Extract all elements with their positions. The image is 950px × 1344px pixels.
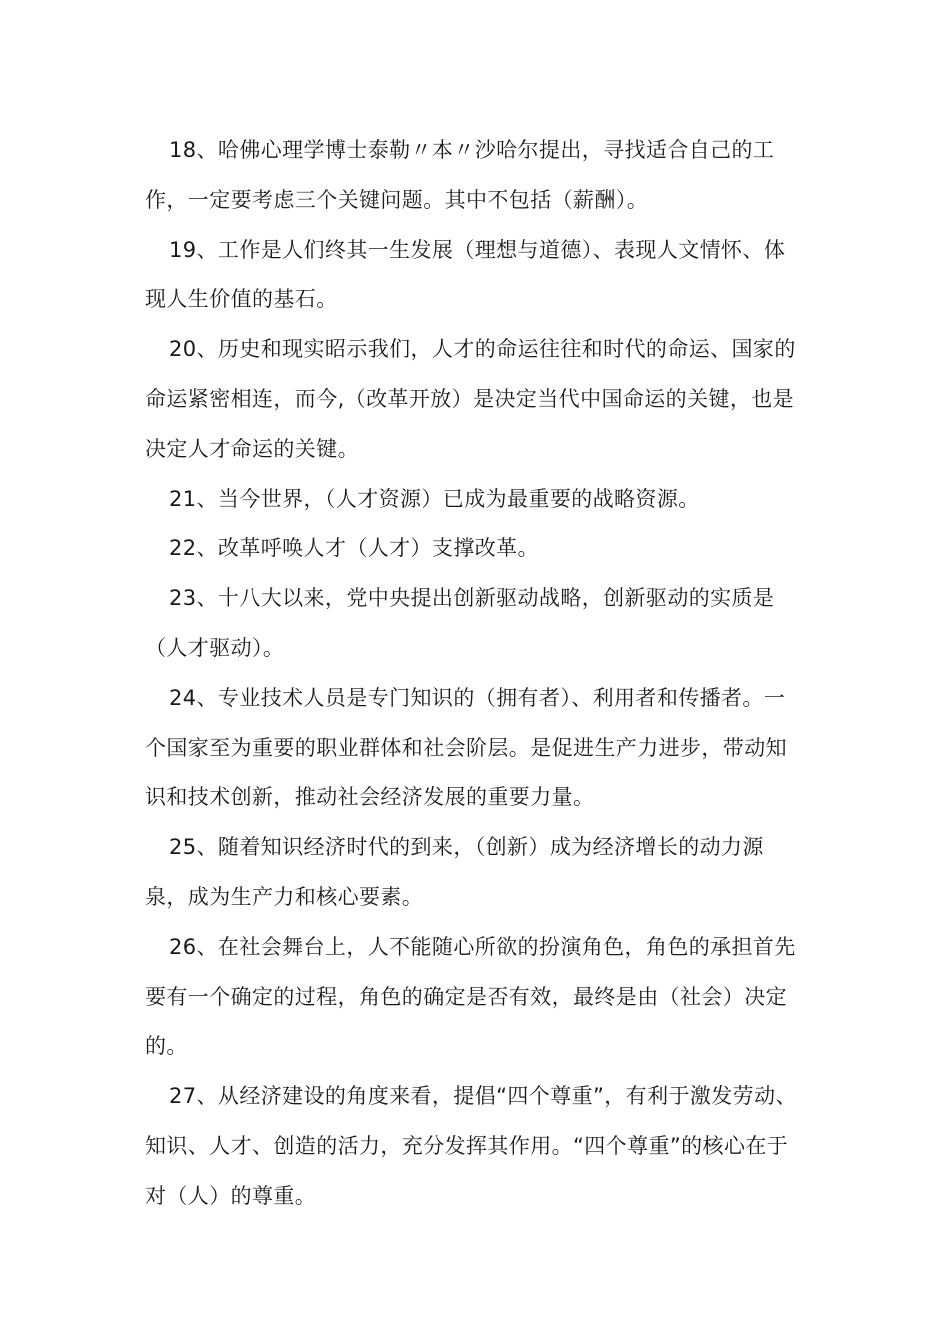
paragraph-26: 26、在社会舞台上，人不能随心所欲的扮演角色，角色的承担首先要有一个确定的过程，角色的确定是否有效，最终是由（社会）决定的。 — [145, 934, 796, 1059]
paragraph-23: 23、十八大以来，党中央提出创新驱动战略，创新驱动的实质是（人才驱动）。 — [145, 586, 775, 660]
paragraph-18: 18、哈佛心理学博士泰勒〃本〃沙哈尔提出，寻找适合自己的工作，一定要考虑三个关键问题。其中不包括（薪酬）。 — [145, 138, 775, 212]
paragraph-19: 19、工作是人们终其一生发展（理想与道德）、表现人文情怀、体现人生价值的基石。 — [145, 237, 786, 312]
paragraph-25: 25、随着知识经济时代的到来，（创新）成为经济增长的动力源泉，成为生产力和核心要素。 — [145, 835, 764, 909]
paragraph-27: 27、从经济建设的角度来看，提倡“四个尊重”，有利于激发劳动、知识、人才、创造的活力，充分发挥其作用。“四个尊重”的核心在于对（人）的尊重。 — [145, 1084, 797, 1208]
paragraph-22: 22、改革呼唤人才（人才）支撑改革。 — [169, 536, 539, 561]
paragraph-24: 24、专业技术人员是专门知识的（拥有者）、利用者和传播者。一个国家至为重要的职业群体和社会阶层。是促进生产力进步，带动知识和技术创新，推动社会经济发展的重要力量。 — [145, 685, 787, 810]
document-body — [145, 126, 805, 1222]
paragraph-21: 21、当今世界，（人才资源）已成为最重要的战略资源。 — [169, 486, 700, 511]
paragraph-20: 20、历史和现实昭示我们，人才的命运往往和时代的命运、国家的命运紧密相连，而今,（改革开放）是决定当代中国命运的关键，也是决定人才命运的关键。 — [145, 337, 796, 461]
